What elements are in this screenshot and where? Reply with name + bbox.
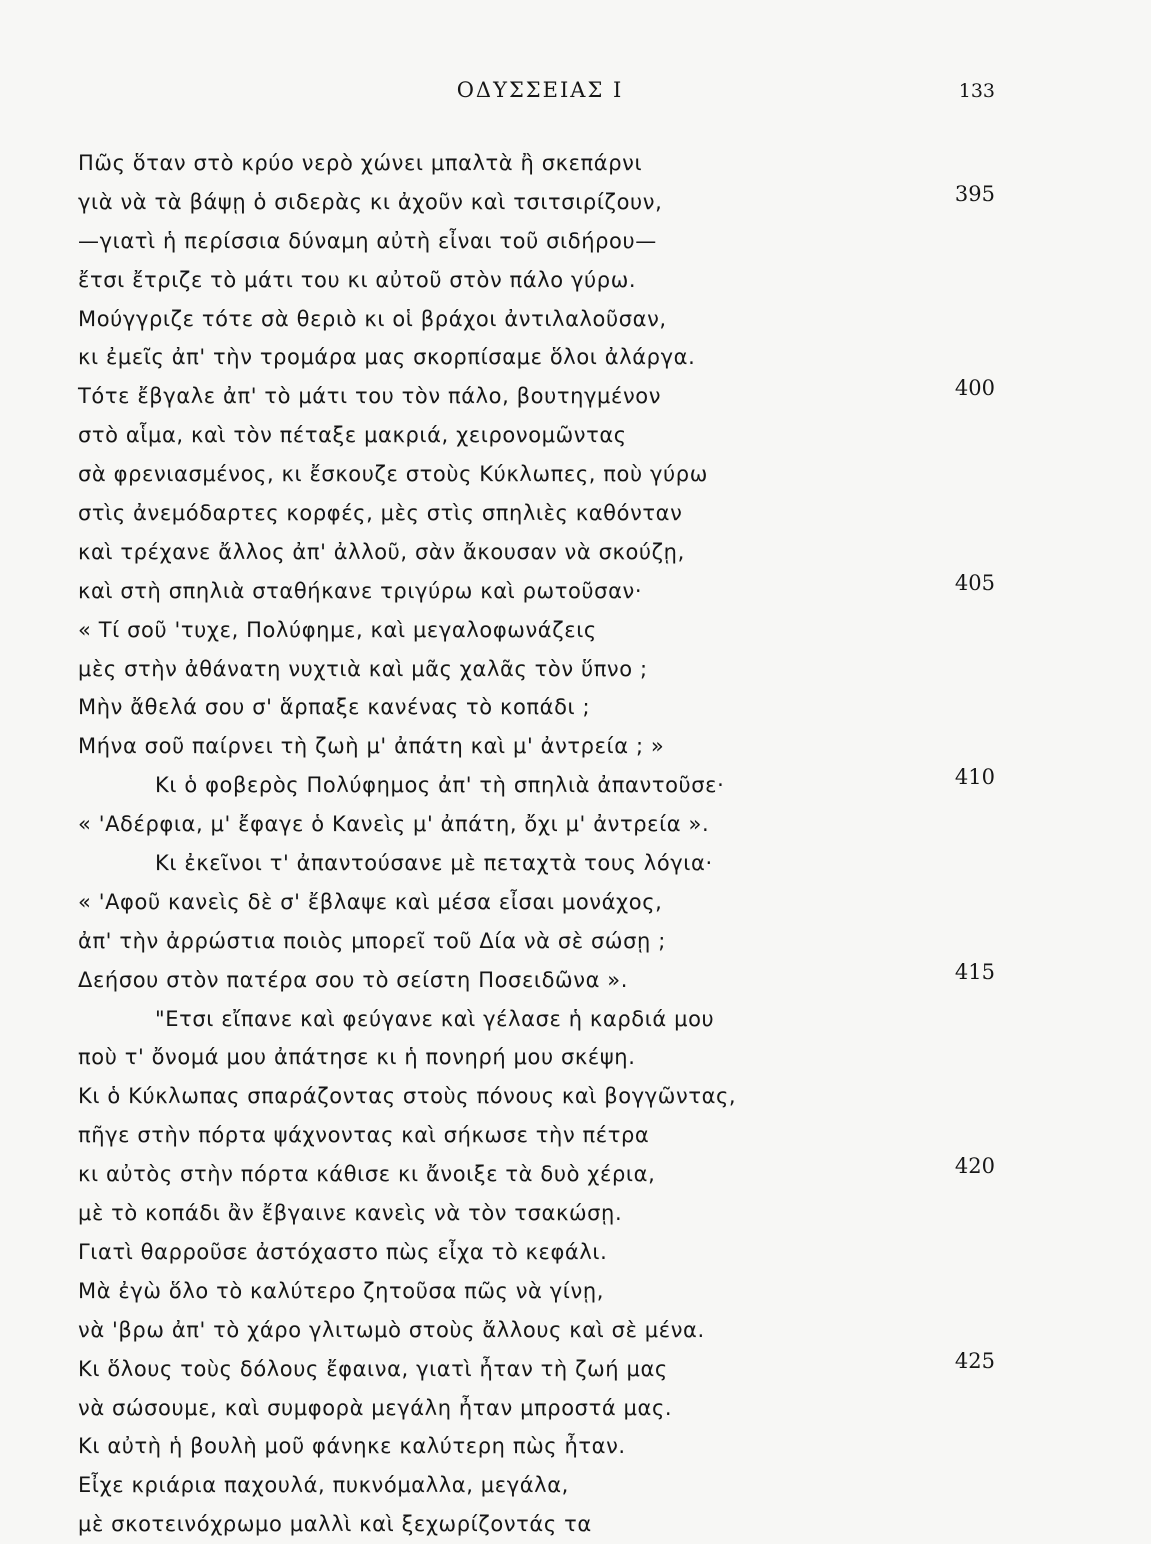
verse-text: σὰ φρενιασμένος, κι ἔσκουζε στοὺς Κύκλωπες, ποὺ γύρω [78,462,708,487]
verse-text: κι ἐμεῖς ἀπ' τὴν τρομάρα μας σκορπίσαμε ὅλοι ἀλάργα. [78,345,696,370]
verse-text: Δεήσου στὸν πατέρα σου τὸ σείστη Ποσειδῶνα ». [78,967,629,992]
verse-line [0,572,1151,611]
verse-text: —γιατὶ ἡ περίσσια δύναμη αὐτὴ εἶναι τοῦ σιδήρου— [78,228,657,253]
verse-text: νὰ 'βρω ἀπ' τὸ χάρο γλιτωμὸ στοὺς ἄλλους καὶ σὲ μένα. [78,1317,705,1342]
verse-text: ἀπ' τὴν ἀρρώστια ποιὸς μπορεῖ τοῦ Δία νὰ σὲ σώσῃ ; [78,928,666,953]
verse-line [0,1272,1151,1311]
verse-text: στὸ αἷμα, καὶ τὸν πέταξε μακριά, χειρονομῶντας [78,423,627,448]
verse-line [0,183,1151,222]
verse-text: Μὴν ἄθελά σου σ' ἅρπαξε κανένας τὸ κοπάδι ; [78,695,591,720]
verse-text: Μήνα σοῦ παίρνει τὴ ζωὴ μ' ἀπάτη καὶ μ' ἀντρεία ; » [78,734,665,759]
verse-text: στὶς ἀνεμόδαρτες κορφές, μὲς στὶς σπηλιὲς καθόνταν [78,501,683,526]
verse-line [0,261,1151,300]
verse-text: νὰ σώσουμε, καὶ συμφορὰ μεγάλη ἦταν μπροστά μας. [78,1395,673,1420]
verse-line [0,961,1151,1000]
verse-text: Γιατὶ θαρροῦσε ἀστόχαστο πὼς εἶχα τὸ κεφάλι. [78,1239,608,1264]
verse-text: Μούγγριζε τότε σὰ θεριὸ κι οἱ βράχοι ἀντιλαλοῦσαν, [78,306,667,331]
verse-text: Κι ἐκεῖνοι τ' ἀπαντούσανε μὲ πεταχτὰ τους λόγια· [155,851,713,876]
verse-text: μὲ τὸ κοπάδι ἂν ἔβγαινε κανεὶς νὰ τὸν τσακώσῃ. [78,1201,623,1226]
verse-line [0,1077,1151,1116]
verse-line [0,1389,1151,1428]
verse-text: καὶ στὴ σπηλιὰ σταθήκανε τριγύρω καὶ ρωτοῦσαν· [78,578,643,603]
verse-line [0,688,1151,727]
line-number: 420 [954,1154,995,1179]
verse-text: Πῶς ὅταν στὸ κρύο νερὸ χώνει μπαλτὰ ἢ σκεπάρνι [78,151,643,175]
verse-text: « 'Αδέρφια, μ' ἔφαγε ὁ Κανεὶς μ' ἀπάτη, ὄχι μ' ἀντρεία ». [78,812,710,837]
verse-line [0,650,1151,689]
verse-text: μὲς στὴν ἀθάνατη νυχτιὰ καὶ μᾶς χαλᾶς τὸν ὕπνο ; [78,656,648,681]
verse-line [0,611,1151,650]
verse-text: Τότε ἔβγαλε ἀπ' τὸ μάτι του τὸν πάλο, βουτηγμένον [78,384,662,409]
verse-text: Μὰ ἐγὼ ὅλο τὸ καλύτερο ζητοῦσα πῶς νὰ γίνῃ, [78,1278,605,1303]
line-number: 415 [954,959,995,984]
verse-line [0,1000,1151,1039]
verse-line [0,1505,1151,1544]
verse-text: Εἶχε κριάρια παχουλά, πυκνόμαλλα, μεγάλα, [78,1473,569,1498]
verse-text: Κι ὁ Κύκλωπας σπαράζοντας στοὺς πόνους καὶ βογγῶντας, [78,1084,737,1109]
verse-list [0,144,1151,1544]
verse-text: πῆγε στὴν πόρτα ψάχνοντας καὶ σήκωσε τὴν πέτρα [78,1123,650,1148]
verse-line [0,377,1151,416]
line-number: 400 [954,376,995,401]
verse-line [0,300,1151,339]
verse-text: ποὺ τ' ὄνομά μου ἀπάτησε κι ἡ πονηρή μου σκέψη. [78,1045,636,1070]
verse-line [0,1194,1151,1233]
verse-text: καὶ τρέχανε ἄλλος ἀπ' ἀλλοῦ, σὰν ἄκουσαν νὰ σκούζῃ, [78,539,685,564]
verse-text: Κι ὅλους τοὺς δόλους ἔφαινα, γιατὶ ἦταν τὴ ζωή μας [78,1356,668,1381]
verse-line [0,1350,1151,1389]
verse-text: « Τί σοῦ 'τυχε, Πολύφημε, καὶ μεγαλοφωνάζεις [78,617,597,642]
verse-line [0,494,1151,533]
running-title: ΟΔΥΣΣΕΙΑΣ Ι [456,78,624,102]
verse-line [0,1155,1151,1194]
verse-line [0,844,1151,883]
verse-line [0,883,1151,922]
verse-text: "Ετσι εἴπανε καὶ φεύγανε καὶ γέλασε ἡ καρδιά μου [155,1006,715,1031]
line-number: 410 [954,765,995,790]
verse-line [0,766,1151,805]
verse-line [0,416,1151,455]
line-number: 395 [954,181,995,206]
verse-line [0,1233,1151,1272]
verse-line [0,222,1151,261]
verse-text: μὲ σκοτεινόχρωμο μαλλὶ καὶ ξεχωρίζοντάς τα [78,1512,592,1537]
line-number: 425 [954,1348,995,1373]
verse-line [0,1038,1151,1077]
verse-line [0,805,1151,844]
verse-text: κι αὐτὸς στὴν πόρτα κάθισε κι ἄνοιξε τὰ δυὸ χέρια, [78,1162,656,1187]
running-head [0,78,1151,110]
line-number: 405 [954,570,995,595]
verse-text: Κι αὐτὴ ἡ βουλὴ μοῦ φάνηκε καλύτερη πὼς ἦταν. [78,1434,626,1459]
verse-text: γιὰ νὰ τὰ βάψῃ ὁ σιδερὰς κι ἀχοῦν καὶ τσιτσιρίζουν, [78,189,663,214]
verse-line [0,1427,1151,1466]
verse-line [0,455,1151,494]
verse-line [0,1466,1151,1505]
verse-text: « 'Αφοῦ κανεὶς δὲ σ' ἔβλαψε καὶ μέσα εἶσαι μονάχος, [78,889,663,914]
verse-text: ἔτσι ἔτριζε τὸ μάτι του κι αὐτοῦ στὸν πάλο γύρω. [78,267,637,292]
page-number: 133 [958,80,995,102]
verse-text: Κι ὁ φοβερὸς Πολύφημος ἀπ' τὴ σπηλιὰ ἀπαντοῦσε· [155,773,725,798]
